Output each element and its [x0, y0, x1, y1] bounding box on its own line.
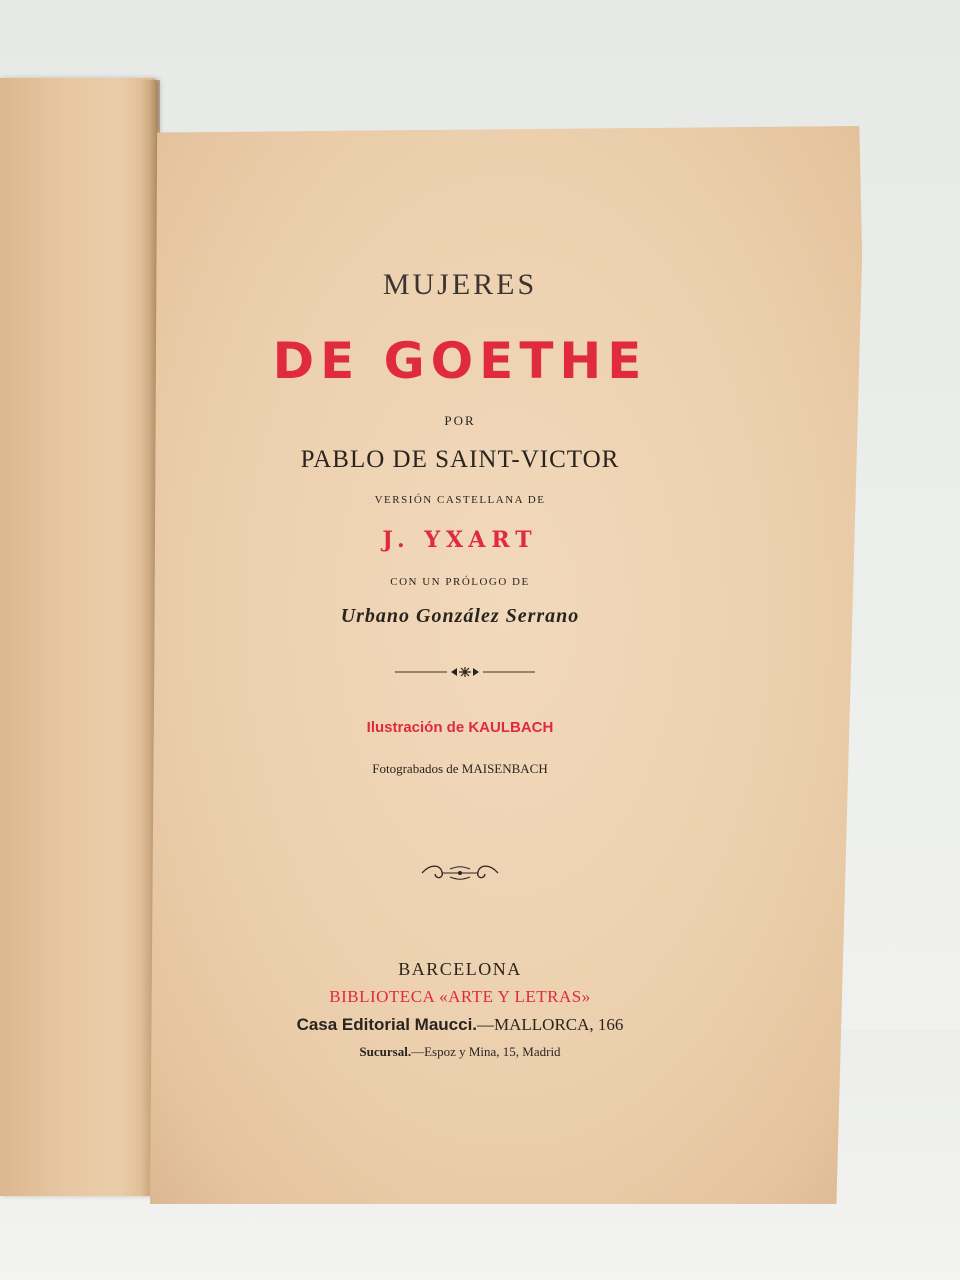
title-line-2: DE GOETHE	[272, 332, 648, 390]
title-line-1: MUJERES	[382, 268, 538, 301]
branch-address: —Espoz y Mina, 15, Madrid	[411, 1044, 561, 1059]
publisher-address: —MALLORCA, 166	[477, 1015, 624, 1034]
photogravure-credit: Fotograbados de MAISENBACH	[372, 761, 548, 776]
translator-name: J. YXART	[382, 527, 538, 553]
imprint-collection: BIBLIOTECA «ARTE Y LETRAS»	[329, 987, 591, 1006]
publisher-name: Casa Editorial Maucci.	[296, 1015, 478, 1034]
imprint-branch	[150, 1044, 770, 1060]
title-page-text	[150, 0, 770, 1280]
divider-ornament	[395, 666, 535, 678]
branch-label: Sucursal.	[359, 1044, 412, 1059]
imprint-publisher	[150, 1015, 770, 1035]
scroll-ornament	[420, 860, 500, 886]
author-name: PABLO DE SAINT-VICTOR	[300, 446, 620, 473]
por-label: POR	[444, 413, 476, 428]
prologue-label: CON UN PRÓLOGO DE	[390, 576, 530, 588]
illustration-credit: Ilustración de KAULBACH	[366, 719, 554, 736]
version-label: VERSIÓN CASTELLANA DE	[374, 494, 546, 506]
imprint-city: BARCELONA	[398, 959, 522, 979]
prologue-author: Urbano González Serrano	[340, 605, 580, 627]
left-page	[0, 78, 158, 1196]
